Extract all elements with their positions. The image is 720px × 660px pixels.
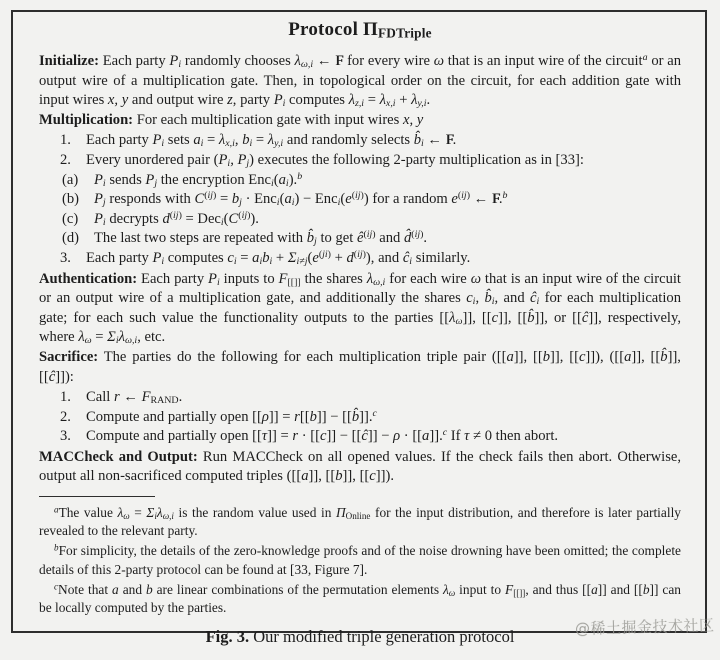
list-item-text: Compute and partially open [[ρ]] = r[[b]] − [[b̂]].$^c$ [86, 407, 377, 425]
sublist-marker: (d) [62, 230, 80, 247]
list-item [39, 427, 681, 447]
list-marker: 1. [60, 132, 71, 149]
sublist-item [39, 229, 681, 249]
sublist-item-text: $P_j$ responds with $C^{(ij)} = b_j \cdot Enc_i(a_i) - Enc_i(e^{(ij)})$ for a random $e^{(ij)}$ ← F.$^b$ [94, 190, 508, 209]
list-marker: 2. [60, 408, 71, 425]
list-item-text: Compute and partially open [[τ]] = r · [[c]] − [[ĉ]] − ρ · [[a]].$^c$ If τ ≠ 0 then abort. [86, 427, 559, 445]
list-item [39, 131, 681, 151]
authentication-paragraph: Authentication: Each party $P_i$ inputs to $F_{[[]]}$ the shares $\lambda_{\omega,i}$ for each wire ω that is an input wire of the circuit or an output wire of a multiplication gate, and additionally the shares $c_i$, $b̂_i$, and $ĉ_i$ for each multiplication gate; for each such value the functionality outputs to the parties $[[\lambda_\omega]]$, [[c]], [[b̂]], or [[ĉ]], respectively, where $\lambda_\omega = \Sigma_i\lambda_{\omega,i}$, etc. [39, 270, 681, 347]
list-item-text [86, 151, 681, 171]
footnotes-section [39, 496, 681, 617]
watermark-text: @稀土掘金技术社区 [575, 616, 716, 638]
list-item-intro: Every unordered pair ($P_i$, $P_j$) executes the following 2-party multiplication as in [33]: [86, 151, 584, 170]
sublist-item [39, 210, 681, 230]
multiplication-heading: Multiplication: For each multiplication gate with input wires x, y [39, 111, 424, 128]
list-item [39, 388, 681, 408]
list-marker: 2. [60, 151, 71, 168]
sacrifice-paragraph: Sacrifice: The parties do the following for each multiplication triple pair ([[a]], [[b]], [[c]]), ([[a]], [[b̂]], [[ĉ]]): [39, 348, 681, 385]
sublist-marker: (b) [62, 191, 80, 208]
sublist-item-text: $P_i$ sends $P_j$ the encryption $Enc_i(a_i).^b$ [94, 170, 303, 189]
protocol-box [11, 10, 707, 633]
figure-caption-text: Our modified triple generation protocol [249, 627, 515, 646]
list-marker: 1. [60, 389, 71, 406]
multiplication-list [39, 131, 681, 268]
sublist-item-text: $P_i$ decrypts $d^{(ij)} = Dec_i(C^{(ij)})$. [94, 209, 259, 228]
sublist-marker: (a) [62, 171, 79, 188]
list-item-text: Each party $P_i$ computes $c_i = a_ib_i + \Sigma_{i\ne j}(e^{(ji)} + d^{(ij)})$, and $ĉ_i$ similarly. [86, 248, 471, 268]
figure-caption-label: Fig. 3. [205, 627, 250, 646]
initialize-paragraph: Initialize: Each party $P_i$ randomly chooses $\lambda_{\omega,i}$ ← F for every wire ω that is an input wire of the circuit$^a$ or an output wire of a multiplication gate. Then, in topological order on the circuit, for each addition gate with input wires x, y and output wire z, party $P_i$ computes $\lambda_{z,i} = \lambda_{x,i} + \lambda_{y,i}$. [39, 52, 681, 110]
footnote-c: $^c$Note that a and b are linear combinations of the permutation elements $\lambda_\omega$ input to $F_{[[]]}$, and thus [[a]] and [[b]] can be locally computed by the parties. [39, 581, 681, 616]
protocol-title: Protocol $\Pi_{FDTriple}$ [288, 19, 432, 41]
footnote-b: $^b$For simplicity, the details of the zero-knowledge proofs and of the noise drowning have been omitted; the complete details of this 2-party protocol can be found at [33, Figure 7]. [39, 542, 681, 577]
maccheck-paragraph: MACCheck and Output: Run MACCheck on all opened values. If the check fails then abort. Otherwise, output all non-sacrificed computed triples ([[a]], [[b]], [[c]]). [39, 448, 681, 485]
list-marker: 3. [60, 249, 71, 266]
sublist-item [39, 190, 681, 210]
sublist-marker: (c) [62, 210, 79, 227]
sacrifice-list [39, 388, 681, 447]
list-item [39, 151, 681, 171]
list-item-text: Call r ← $F_{RAND}$. [86, 389, 183, 407]
sublist-item-text: The last two steps are repeated with $b̂_j$ to get $ê^{(ij)}$ and d̂$^{(ij)}$. [94, 229, 428, 248]
footnote-rule [39, 496, 155, 497]
list-marker: 3. [60, 428, 71, 445]
two-party-substeps-list [39, 171, 681, 249]
list-item [39, 249, 681, 269]
list-item-text: Each party $P_i$ sets $a_i = \lambda_{x,i}$, $b_i = \lambda_{y,i}$ and randomly selects $b̂_i$ ← F. [86, 132, 457, 150]
footnote-a: $^a$The value $\lambda_\omega = \Sigma_i\lambda_{\omega,i}$ is the random value used in $\Pi_{Online}$ for the input distribution, and therefore is later partially revealed to the relevant party. [39, 504, 681, 539]
sublist-item [39, 171, 681, 191]
list-item [39, 408, 681, 428]
